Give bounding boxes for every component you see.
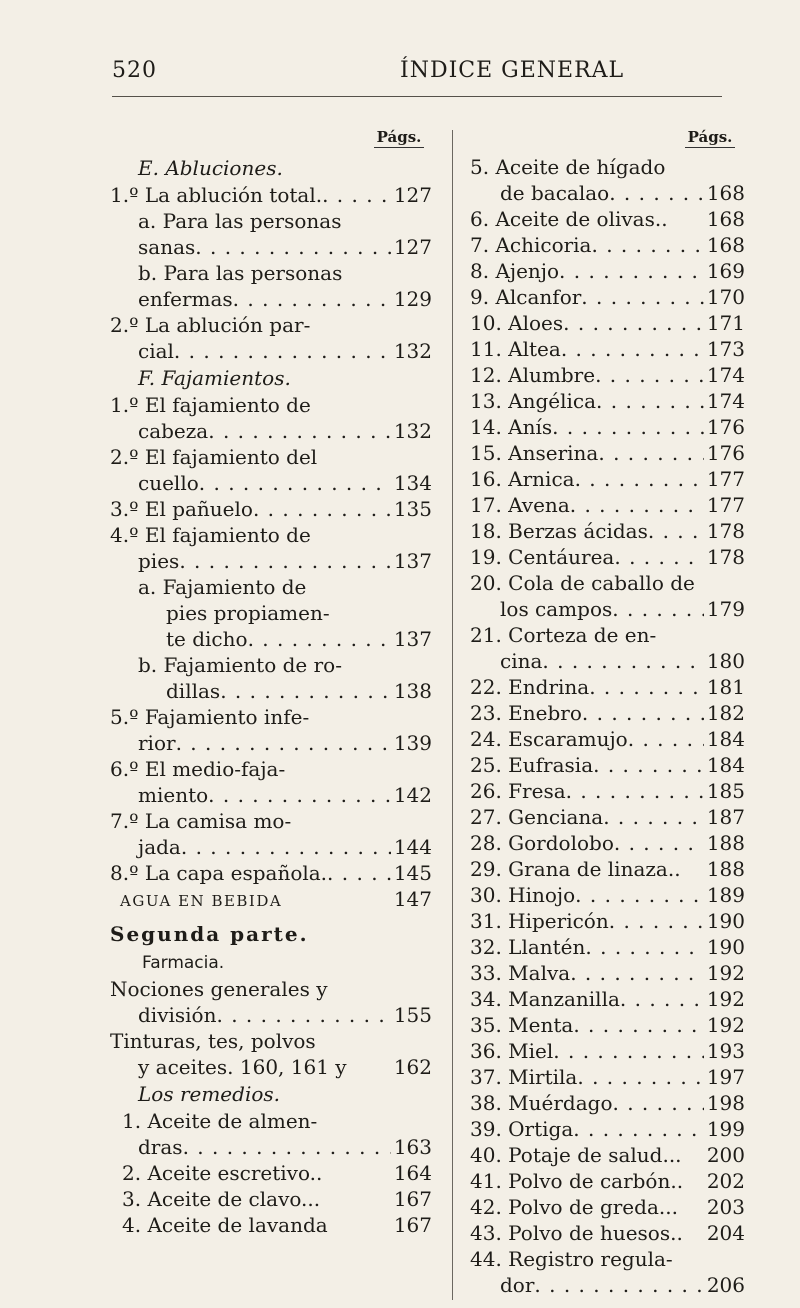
index-entry: 28. Gordolobo . . . 188 xyxy=(470,830,745,856)
index-entry: 3. Aceite de clavo... 167 xyxy=(122,1187,432,1211)
index-entry: 7.º La camisa mo- jada . . . 144 xyxy=(110,808,432,860)
index-entry: 33. Malva . . . 192 xyxy=(470,960,745,986)
index-entry: 37. Mirtila . . . 197 xyxy=(470,1064,745,1090)
left-column xyxy=(110,128,432,1238)
column-divider xyxy=(452,130,453,1300)
index-entry: 7. Achicoria . . . 168 xyxy=(470,232,745,258)
index-entry: 3.º El pañuelo . . . 135 xyxy=(110,496,432,522)
index-entry: 31. Hipericón . . . 190 xyxy=(470,908,745,934)
index-entry: 16. Arnica . . . 177 xyxy=(470,466,745,492)
pags-label: Págs. xyxy=(685,128,735,148)
index-entry: 22. Endrina . . . 181 xyxy=(470,674,745,700)
section-heading-abluciones: E. Abluciones. xyxy=(138,156,283,180)
index-entry: 1.º La ablución total. . . . 127 xyxy=(110,182,432,208)
index-entry: 34. Manzanilla . . . 192 xyxy=(470,986,745,1012)
index-entry: 2.º La ablución par- cial . . . 132 xyxy=(110,312,432,364)
index-entry: 43. Polvo de huesos.. 204 xyxy=(470,1221,745,1245)
index-entry: 8. Ajenjo . . . 169 xyxy=(470,258,745,284)
index-entry: 15. Anserina . . . 176 xyxy=(470,440,745,466)
index-entry: 40. Potaje de salud... 200 xyxy=(470,1143,745,1167)
index-entry: 6.º El medio-faja- miento . . . 142 xyxy=(110,756,432,808)
page-number: 520 xyxy=(112,58,157,83)
index-entry: 14. Anís . . . 176 xyxy=(470,414,745,440)
index-entry: 36. Miel . . . 193 xyxy=(470,1038,745,1064)
index-entry: 2.º El fajamiento del cuello . . . 134 xyxy=(110,444,432,496)
index-entry: b. Fajamiento de ro- dillas . . . 138 xyxy=(110,652,432,704)
index-entry: 38. Muérdago . . . 198 xyxy=(470,1090,745,1116)
index-entry: 13. Angélica . . . 174 xyxy=(470,388,745,414)
right-column xyxy=(470,128,745,1298)
index-entry: 17. Avena . . . 177 xyxy=(470,492,745,518)
index-entry: 1.º El fajamiento de cabeza . . . 132 xyxy=(110,392,432,444)
index-entry: 4. Aceite de lavanda 167 xyxy=(122,1213,432,1237)
index-entry: 2. Aceite escretivo.. 164 xyxy=(122,1161,432,1185)
index-entry: 5. Aceite de hígado de bacalao . . . 168 xyxy=(470,154,745,206)
part-heading: Segunda parte. xyxy=(110,922,309,946)
index-entry: 10. Aloes . . . 171 xyxy=(470,310,745,336)
section-heading-remedios: Los remedios. xyxy=(138,1082,281,1106)
pags-label: Págs. xyxy=(374,128,424,148)
index-entry: 44. Registro regula- dor . . . 206 xyxy=(470,1246,745,1298)
index-entry: 6. Aceite de olivas.. 168 xyxy=(470,207,745,231)
index-entry: 42. Polvo de greda... 203 xyxy=(470,1195,745,1219)
index-entry: 8.º La capa española. . . . 145 xyxy=(110,860,432,886)
index-entry: 29. Grana de linaza.. 188 xyxy=(470,857,745,881)
running-head: ÍNDICE GENERAL xyxy=(400,58,625,83)
index-entry: Nociones generales y división . . . 155 xyxy=(110,976,432,1028)
index-entry: 25. Eufrasia . . . 184 xyxy=(470,752,745,778)
index-entry: 20. Cola de caballo de los campos . . . 179 xyxy=(470,570,745,622)
index-entry: 27. Genciana . . . 187 xyxy=(470,804,745,830)
index-entry: 39. Ortiga . . . 199 xyxy=(470,1116,745,1142)
index-entry: b. Para las personas enfermas . . . 129 xyxy=(110,260,432,312)
index-entry: 18. Berzas ácidas . . . 178 xyxy=(470,518,745,544)
header-rule xyxy=(112,96,722,97)
index-entry: Tinturas, tes, polvos y aceites. 160, 161 y 162 xyxy=(110,1029,432,1079)
index-entry: a. Fajamiento de pies propiamen- te dicho . . . 137 xyxy=(110,574,432,652)
index-entry: 24. Escaramujo . . . 184 xyxy=(470,726,745,752)
section-heading-fajamientos: F. Fajamientos. xyxy=(138,366,291,390)
index-entry: 26. Fresa . . . 185 xyxy=(470,778,745,804)
index-entry: 12. Alumbre . . . 174 xyxy=(470,362,745,388)
index-entry: 5.º Fajamiento infe- rior . . . 139 xyxy=(110,704,432,756)
index-entry: 23. Enebro . . . 182 xyxy=(470,700,745,726)
index-entry: 9. Alcanfor . . . 170 xyxy=(470,284,745,310)
subsection-heading-farmacia: Farmacia. xyxy=(142,953,225,973)
index-entry: 41. Polvo de carbón.. 202 xyxy=(470,1169,745,1193)
index-entry: 32. Llantén . . . 190 xyxy=(470,934,745,960)
index-entry: 11. Altea . . . 173 xyxy=(470,336,745,362)
index-entry: 4.º El fajamiento de pies . . . 137 xyxy=(110,522,432,574)
index-entry: 1. Aceite de almen- dras . . . 163 xyxy=(110,1108,432,1160)
index-entry: 35. Menta . . . 192 xyxy=(470,1012,745,1038)
index-entry: a. Para las personas sanas . . . 127 xyxy=(110,208,432,260)
index-entry: 30. Hinojo . . . 189 xyxy=(470,882,745,908)
index-entry: 19. Centáurea . . . 178 xyxy=(470,544,745,570)
index-entry-agua: AGUA EN BEBIDA 147 xyxy=(120,887,432,911)
index-entry: 21. Corteza de en- cina . . . 180 xyxy=(470,622,745,674)
